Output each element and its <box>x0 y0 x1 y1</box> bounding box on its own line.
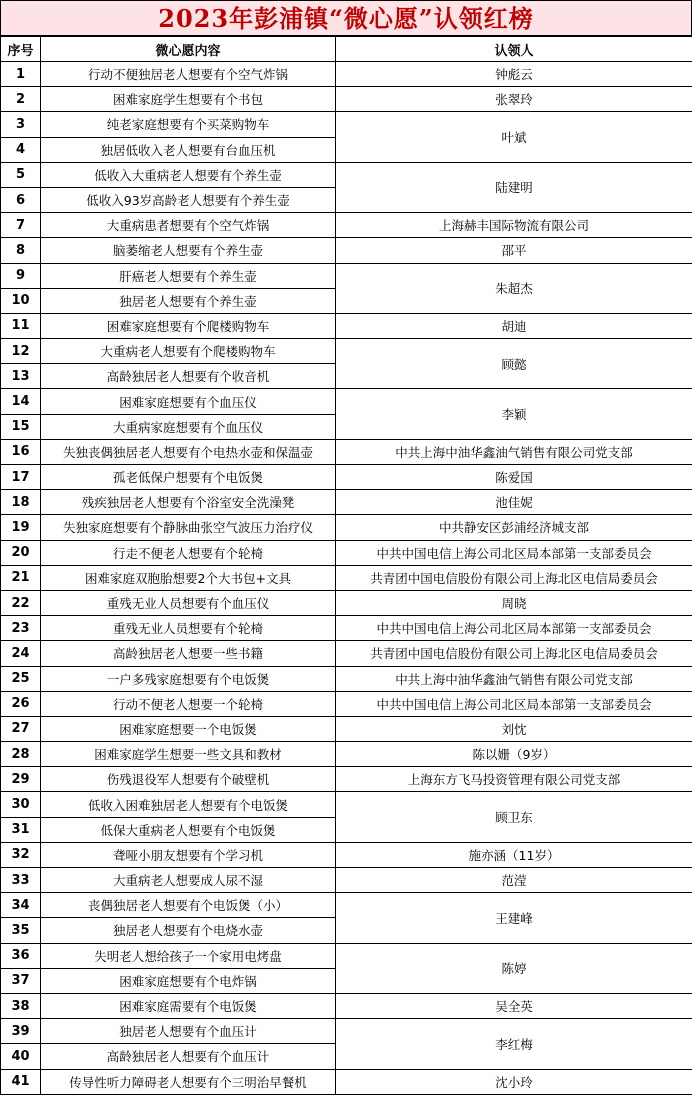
row-number: 1 <box>1 62 41 87</box>
table-row <box>1 162 692 187</box>
table-row <box>1 590 692 615</box>
wish-table <box>0 36 692 1095</box>
table-row <box>1 742 692 767</box>
claimer-name: 施亦涵（11岁） <box>336 842 692 867</box>
claimer-name: 池佳妮 <box>336 490 692 515</box>
claimer-name: 沈小玲 <box>336 1069 692 1094</box>
row-number: 29 <box>1 767 41 792</box>
row-number: 2 <box>1 87 41 112</box>
table-body <box>1 62 692 1095</box>
wish-content: 独居低收入老人想要有台血压机 <box>41 137 336 162</box>
table-row <box>1 868 692 893</box>
wish-content: 孤老低保户想要有个电饭煲 <box>41 465 336 490</box>
row-number: 38 <box>1 993 41 1018</box>
wish-content: 困难家庭双胞胎想要2个大书包+文具 <box>41 565 336 590</box>
row-number: 16 <box>1 439 41 464</box>
wish-content: 高龄独居老人想要有个血压计 <box>41 1044 336 1069</box>
row-number: 19 <box>1 515 41 540</box>
claimer-name: 陆建明 <box>336 162 692 212</box>
row-number: 39 <box>1 1019 41 1044</box>
row-number: 3 <box>1 112 41 137</box>
claimer-name: 陈爱国 <box>336 465 692 490</box>
row-number: 35 <box>1 918 41 943</box>
table-row <box>1 616 692 641</box>
header-row <box>1 37 692 62</box>
row-number: 26 <box>1 691 41 716</box>
header-num: 序号 <box>1 37 41 62</box>
claimer-name: 陈以姗（9岁） <box>336 742 692 767</box>
table-row <box>1 62 692 87</box>
row-number: 23 <box>1 616 41 641</box>
row-number: 6 <box>1 187 41 212</box>
table-row <box>1 465 692 490</box>
table-row <box>1 263 692 288</box>
table-row <box>1 666 692 691</box>
wish-content: 大重病老人想要有个爬楼购物车 <box>41 339 336 364</box>
row-number: 4 <box>1 137 41 162</box>
wish-content: 低收入93岁高龄老人想要有个养生壶 <box>41 187 336 212</box>
claimer-name: 中共中国电信上海公司北区局本部第一支部委员会 <box>336 540 692 565</box>
table-row <box>1 691 692 716</box>
claimer-name: 陈婷 <box>336 943 692 993</box>
table-row <box>1 213 692 238</box>
table-row <box>1 565 692 590</box>
wish-content: 行动不便老人想要一个轮椅 <box>41 691 336 716</box>
wish-content: 残疾独居老人想要有个浴室安全洗澡凳 <box>41 490 336 515</box>
wish-content: 伤残退役军人想要有个破壁机 <box>41 767 336 792</box>
wish-content: 聋哑小朋友想要有个学习机 <box>41 842 336 867</box>
claimer-name: 顾懿 <box>336 339 692 389</box>
wish-content: 困难家庭想要有个血压仪 <box>41 389 336 414</box>
table-row <box>1 439 692 464</box>
table-row <box>1 515 692 540</box>
row-number: 31 <box>1 817 41 842</box>
wish-content: 大重病患者想要有个空气炸锅 <box>41 213 336 238</box>
wish-content: 纯老家庭想要有个买菜购物车 <box>41 112 336 137</box>
table-row <box>1 993 692 1018</box>
wish-content: 独居老人想要有个电烧水壶 <box>41 918 336 943</box>
wish-content: 失独家庭想要有个静脉曲张空气波压力治疗仪 <box>41 515 336 540</box>
claimer-name: 中共静安区彭浦经济城支部 <box>336 515 692 540</box>
wish-content: 低收入大重病老人想要有个养生壶 <box>41 162 336 187</box>
table-row <box>1 943 692 968</box>
wish-content: 行走不便老人想要有个轮椅 <box>41 540 336 565</box>
claimer-name: 上海赫丰国际物流有限公司 <box>336 213 692 238</box>
table-row <box>1 540 692 565</box>
row-number: 27 <box>1 716 41 741</box>
claimer-name: 刘忱 <box>336 716 692 741</box>
table-row <box>1 490 692 515</box>
wish-content: 困难家庭学生想要一些文具和教材 <box>41 742 336 767</box>
table-row <box>1 842 692 867</box>
claimer-name: 叶斌 <box>336 112 692 162</box>
claimer-name: 中共上海中油华鑫油气销售有限公司党支部 <box>336 439 692 464</box>
claimer-name: 中共中国电信上海公司北区局本部第一支部委员会 <box>336 691 692 716</box>
row-number: 7 <box>1 213 41 238</box>
wish-content: 失明老人想给孩子一个家用电烤盘 <box>41 943 336 968</box>
table-row <box>1 87 692 112</box>
claimer-name: 周晓 <box>336 590 692 615</box>
row-number: 25 <box>1 666 41 691</box>
claimer-name: 上海东方飞马投资管理有限公司党支部 <box>336 767 692 792</box>
claimer-name: 胡迪 <box>336 313 692 338</box>
table-row <box>1 339 692 364</box>
table-row <box>1 238 692 263</box>
table-row <box>1 716 692 741</box>
wish-content: 脑萎缩老人想要有个养生壶 <box>41 238 336 263</box>
row-number: 40 <box>1 1044 41 1069</box>
wish-content: 困难家庭想要有个电炸锅 <box>41 968 336 993</box>
claimer-name: 范滢 <box>336 868 692 893</box>
claimer-name: 张翠玲 <box>336 87 692 112</box>
row-number: 15 <box>1 414 41 439</box>
table-row <box>1 313 692 338</box>
row-number: 30 <box>1 792 41 817</box>
claimer-name: 中共上海中油华鑫油气销售有限公司党支部 <box>336 666 692 691</box>
page-title: 2023年彭浦镇“微心愿”认领红榜 <box>0 0 692 36</box>
claimer-name: 顾卫东 <box>336 792 692 842</box>
row-number: 21 <box>1 565 41 590</box>
row-number: 9 <box>1 263 41 288</box>
table-row <box>1 389 692 414</box>
wish-content: 丧偶独居老人想要有个电饭煲（小） <box>41 893 336 918</box>
wish-content: 一户多残家庭想要有个电饭煲 <box>41 666 336 691</box>
row-number: 22 <box>1 590 41 615</box>
row-number: 34 <box>1 893 41 918</box>
table-row <box>1 792 692 817</box>
claimer-name: 李红梅 <box>336 1019 692 1069</box>
row-number: 8 <box>1 238 41 263</box>
header-claimer: 认领人 <box>336 37 692 62</box>
row-number: 33 <box>1 868 41 893</box>
claimer-name: 共青团中国电信股份有限公司上海北区电信局委员会 <box>336 641 692 666</box>
row-number: 20 <box>1 540 41 565</box>
wish-content: 行动不便独居老人想要有个空气炸锅 <box>41 62 336 87</box>
row-number: 12 <box>1 339 41 364</box>
wish-content: 大重病老人想要成人尿不湿 <box>41 868 336 893</box>
claimer-name: 共青团中国电信股份有限公司上海北区电信局委员会 <box>336 565 692 590</box>
claimer-name: 朱超杰 <box>336 263 692 313</box>
table-row <box>1 767 692 792</box>
wish-content: 困难家庭需要有个电饭煲 <box>41 993 336 1018</box>
wish-content: 困难家庭学生想要有个书包 <box>41 87 336 112</box>
wish-content: 重残无业人员想要有个血压仪 <box>41 590 336 615</box>
claimer-name: 中共中国电信上海公司北区局本部第一支部委员会 <box>336 616 692 641</box>
wish-content: 肝癌老人想要有个养生壶 <box>41 263 336 288</box>
row-number: 28 <box>1 742 41 767</box>
row-number: 13 <box>1 364 41 389</box>
row-number: 32 <box>1 842 41 867</box>
table-row <box>1 112 692 137</box>
row-number: 36 <box>1 943 41 968</box>
row-number: 18 <box>1 490 41 515</box>
row-number: 41 <box>1 1069 41 1094</box>
wish-content: 独居老人想要有个血压计 <box>41 1019 336 1044</box>
table-row <box>1 641 692 666</box>
wish-content: 低收入困难独居老人想要有个电饭煲 <box>41 792 336 817</box>
claimer-name: 钟彪云 <box>336 62 692 87</box>
table-row <box>1 893 692 918</box>
row-number: 11 <box>1 313 41 338</box>
row-number: 14 <box>1 389 41 414</box>
row-number: 17 <box>1 465 41 490</box>
table-row <box>1 1019 692 1044</box>
wish-content: 传导性听力障碍老人想要有个三明治早餐机 <box>41 1069 336 1094</box>
claimer-name: 李颖 <box>336 389 692 439</box>
row-number: 24 <box>1 641 41 666</box>
table-row <box>1 1069 692 1094</box>
header-wish: 微心愿内容 <box>41 37 336 62</box>
row-number: 5 <box>1 162 41 187</box>
row-number: 37 <box>1 968 41 993</box>
wish-content: 困难家庭想要一个电饭煲 <box>41 716 336 741</box>
wish-content: 独居老人想要有个养生壶 <box>41 288 336 313</box>
wish-content: 高龄独居老人想要一些书籍 <box>41 641 336 666</box>
wish-content: 大重病家庭想要有个血压仪 <box>41 414 336 439</box>
wish-content: 高龄独居老人想要有个收音机 <box>41 364 336 389</box>
wish-content: 困难家庭想要有个爬楼购物车 <box>41 313 336 338</box>
wish-content: 低保大重病老人想要有个电饭煲 <box>41 817 336 842</box>
claimer-name: 吴全英 <box>336 993 692 1018</box>
claimer-name: 王建峰 <box>336 893 692 943</box>
wish-content: 重残无业人员想要有个轮椅 <box>41 616 336 641</box>
row-number: 10 <box>1 288 41 313</box>
wish-content: 失独丧偶独居老人想要有个电热水壶和保温壶 <box>41 439 336 464</box>
claimer-name: 邵平 <box>336 238 692 263</box>
